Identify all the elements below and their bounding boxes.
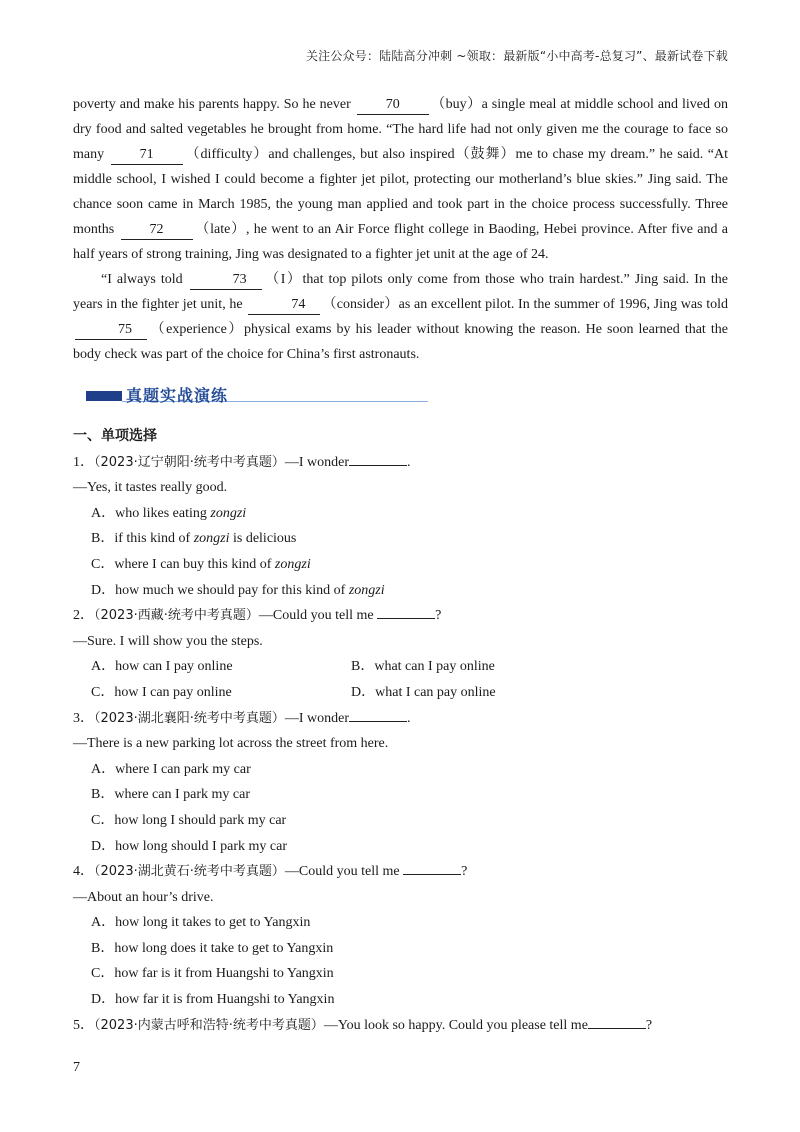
question-source: （2023·湖北黄石·统考中考真题） (94, 864, 285, 880)
blank-73[interactable]: 73 (190, 271, 262, 290)
question-1-stem (73, 450, 733, 476)
passage-text: （difficulty）and challenges, but also inspired（鼓舞）me to chase my dream.” he said. “At middle school, I wished I could become a fighter jet pilot, protecting our motherland’s blue skies.” Jing said. The chance soon came in March 1985, the young man applied and took part in the choice process successfully. Three months (73, 147, 728, 237)
question-number: 5． (73, 1017, 94, 1033)
question-end: . (407, 454, 411, 470)
question-end: ? (435, 608, 442, 624)
option-text: how far it is from Huangshi to Yangxin (115, 992, 335, 1008)
passage-text: （consider）as an excellent pilot. In the summer of 1996, Jing was told (322, 297, 728, 312)
option-label: C． (91, 812, 115, 828)
option-b[interactable] (73, 782, 733, 808)
option-d[interactable] (73, 987, 733, 1013)
page-header: 关注公众号：陆陆高分冲刺 ~领取：最新版“小中高考-总复习”、最新试卷下载 (305, 49, 728, 63)
passage-text: （buy）a single meal at middle school and lived on dry food and salted vegetables he brought from home. “The hard life had not only given me the courage to face so many (73, 97, 728, 162)
option-c[interactable] (73, 808, 733, 834)
option-label: B． (91, 531, 115, 547)
passage-text: “I always told (101, 272, 188, 287)
passage-text: poverty and make his parents happy. So he never (73, 97, 355, 112)
option-label: B． (91, 787, 115, 803)
question-number: 2． (73, 608, 94, 624)
reading-passage (73, 92, 728, 367)
passage-paragraph-1 (73, 92, 728, 267)
option-label: A． (91, 915, 116, 931)
option-a[interactable] (73, 910, 733, 936)
option-text: how much we should pay for this kind of (115, 582, 349, 598)
answer-blank[interactable] (588, 1028, 646, 1029)
question-number: 4． (73, 864, 94, 880)
option-text: how long I should park my car (114, 812, 287, 828)
option-b[interactable] (73, 936, 733, 962)
option-text: who likes eating (115, 505, 211, 521)
option-b[interactable] (351, 654, 611, 680)
question-list (73, 424, 733, 1038)
section-banner (86, 383, 428, 405)
answer-blank[interactable] (377, 618, 435, 619)
question-end: ? (461, 864, 468, 880)
option-text: where I can buy this kind of (114, 556, 275, 572)
option-text-after: is delicious (229, 531, 297, 547)
option-italic: zongzi (193, 531, 230, 547)
question-number: 3． (73, 710, 94, 726)
option-text: how can I pay online (115, 659, 233, 675)
option-d[interactable] (73, 578, 733, 604)
option-text: what I can pay online (375, 684, 496, 700)
passage-text: （I）that top pilots only come from those who train hardest.” Jing said. In the years in the fighter jet unit, he (73, 272, 729, 312)
option-row (73, 654, 733, 680)
option-a[interactable] (73, 501, 733, 527)
option-italic: zongzi (348, 582, 385, 598)
option-text: how far is it from Huangshi to Yangxin (114, 966, 334, 982)
question-5-stem (73, 1013, 733, 1039)
answer-blank[interactable] (349, 465, 407, 466)
option-label: D． (351, 684, 376, 700)
option-c[interactable] (91, 680, 351, 706)
option-text: where I can park my car (115, 761, 251, 777)
passage-text: （late）, he went to an Air Force flight college in Baoding, Hebei province. After five and a half years of strong training, Jing was designated to a fighter jet unit at the age of 24. (73, 222, 728, 262)
option-text: how I can pay online (114, 684, 232, 700)
option-label: D． (91, 838, 116, 854)
option-row (73, 680, 733, 706)
question-number: 1． (73, 454, 94, 470)
option-text: what can I pay online (374, 659, 495, 675)
option-d[interactable] (73, 834, 733, 860)
option-label: D． (91, 992, 116, 1008)
question-text: —Could you tell me (258, 608, 374, 624)
question-source: （2023·辽宁朝阳·统考中考真题） (94, 454, 285, 470)
question-2-reply: —Sure. I will show you the steps. (73, 633, 263, 649)
option-d[interactable] (351, 680, 611, 706)
option-italic: zongzi (210, 505, 247, 521)
page-number: 7 (73, 1060, 80, 1075)
blank-72[interactable]: 72 (121, 221, 193, 240)
option-label: B． (351, 659, 375, 675)
option-label: C． (91, 966, 115, 982)
question-2-stem (73, 603, 733, 629)
option-c[interactable] (73, 961, 733, 987)
question-text: —I wonder (284, 710, 350, 726)
answer-blank[interactable] (403, 874, 461, 875)
option-a[interactable] (91, 654, 351, 680)
option-text: how long it takes to get to Yangxin (115, 915, 311, 931)
question-3-stem (73, 706, 733, 732)
blank-70[interactable]: 70 (357, 96, 429, 115)
question-source: （2023·湖北襄阳·统考中考真题） (94, 710, 285, 726)
question-end: ? (645, 1017, 653, 1033)
question-4-stem (73, 859, 733, 885)
blank-71[interactable]: 71 (111, 146, 183, 165)
option-label: C． (91, 556, 115, 572)
option-b[interactable] (73, 526, 733, 552)
option-text: how long should I park my car (115, 838, 287, 854)
option-c[interactable] (73, 552, 733, 578)
option-label: C． (91, 684, 115, 700)
question-source: （2023·内蒙古呼和浩特·统考中考真题） (94, 1017, 324, 1033)
section-banner-title: 真题实战演练 (126, 386, 229, 405)
question-1-reply: —Yes, it tastes really good. (73, 480, 228, 496)
question-text: —I wonder (284, 454, 350, 470)
question-text: —You look so happy. Could you please tell me (323, 1017, 588, 1033)
passage-paragraph-2 (73, 267, 728, 367)
option-label: B． (91, 940, 115, 956)
blank-75[interactable]: 75 (75, 321, 147, 340)
option-a[interactable] (73, 757, 733, 783)
blank-74[interactable]: 74 (248, 296, 320, 315)
banner-bar-decoration (86, 391, 122, 401)
answer-blank[interactable] (349, 721, 407, 722)
option-text: where can I park my car (114, 787, 250, 803)
option-label: A． (91, 761, 116, 777)
section-title: 一、单项选择 (73, 428, 157, 444)
question-source: （2023·西藏·统考中考真题） (94, 608, 259, 624)
passage-text: （experience）physical exams by his leader without knowing the reason. He soon learned that the body check was part of the choice for China’s first astronauts. (73, 322, 728, 362)
question-4-reply: —About an hour’s drive. (73, 889, 214, 905)
option-label: A． (91, 505, 116, 521)
question-end: . (407, 710, 411, 726)
question-text: —Could you tell me (284, 864, 400, 880)
question-3-reply: —There is a new parking lot across the street from here. (73, 736, 389, 752)
option-label: D． (91, 582, 116, 598)
option-text: how long does it take to get to Yangxin (114, 940, 334, 956)
option-italic: zongzi (274, 556, 311, 572)
option-label: A． (91, 659, 116, 675)
option-text: if this kind of (114, 531, 194, 547)
